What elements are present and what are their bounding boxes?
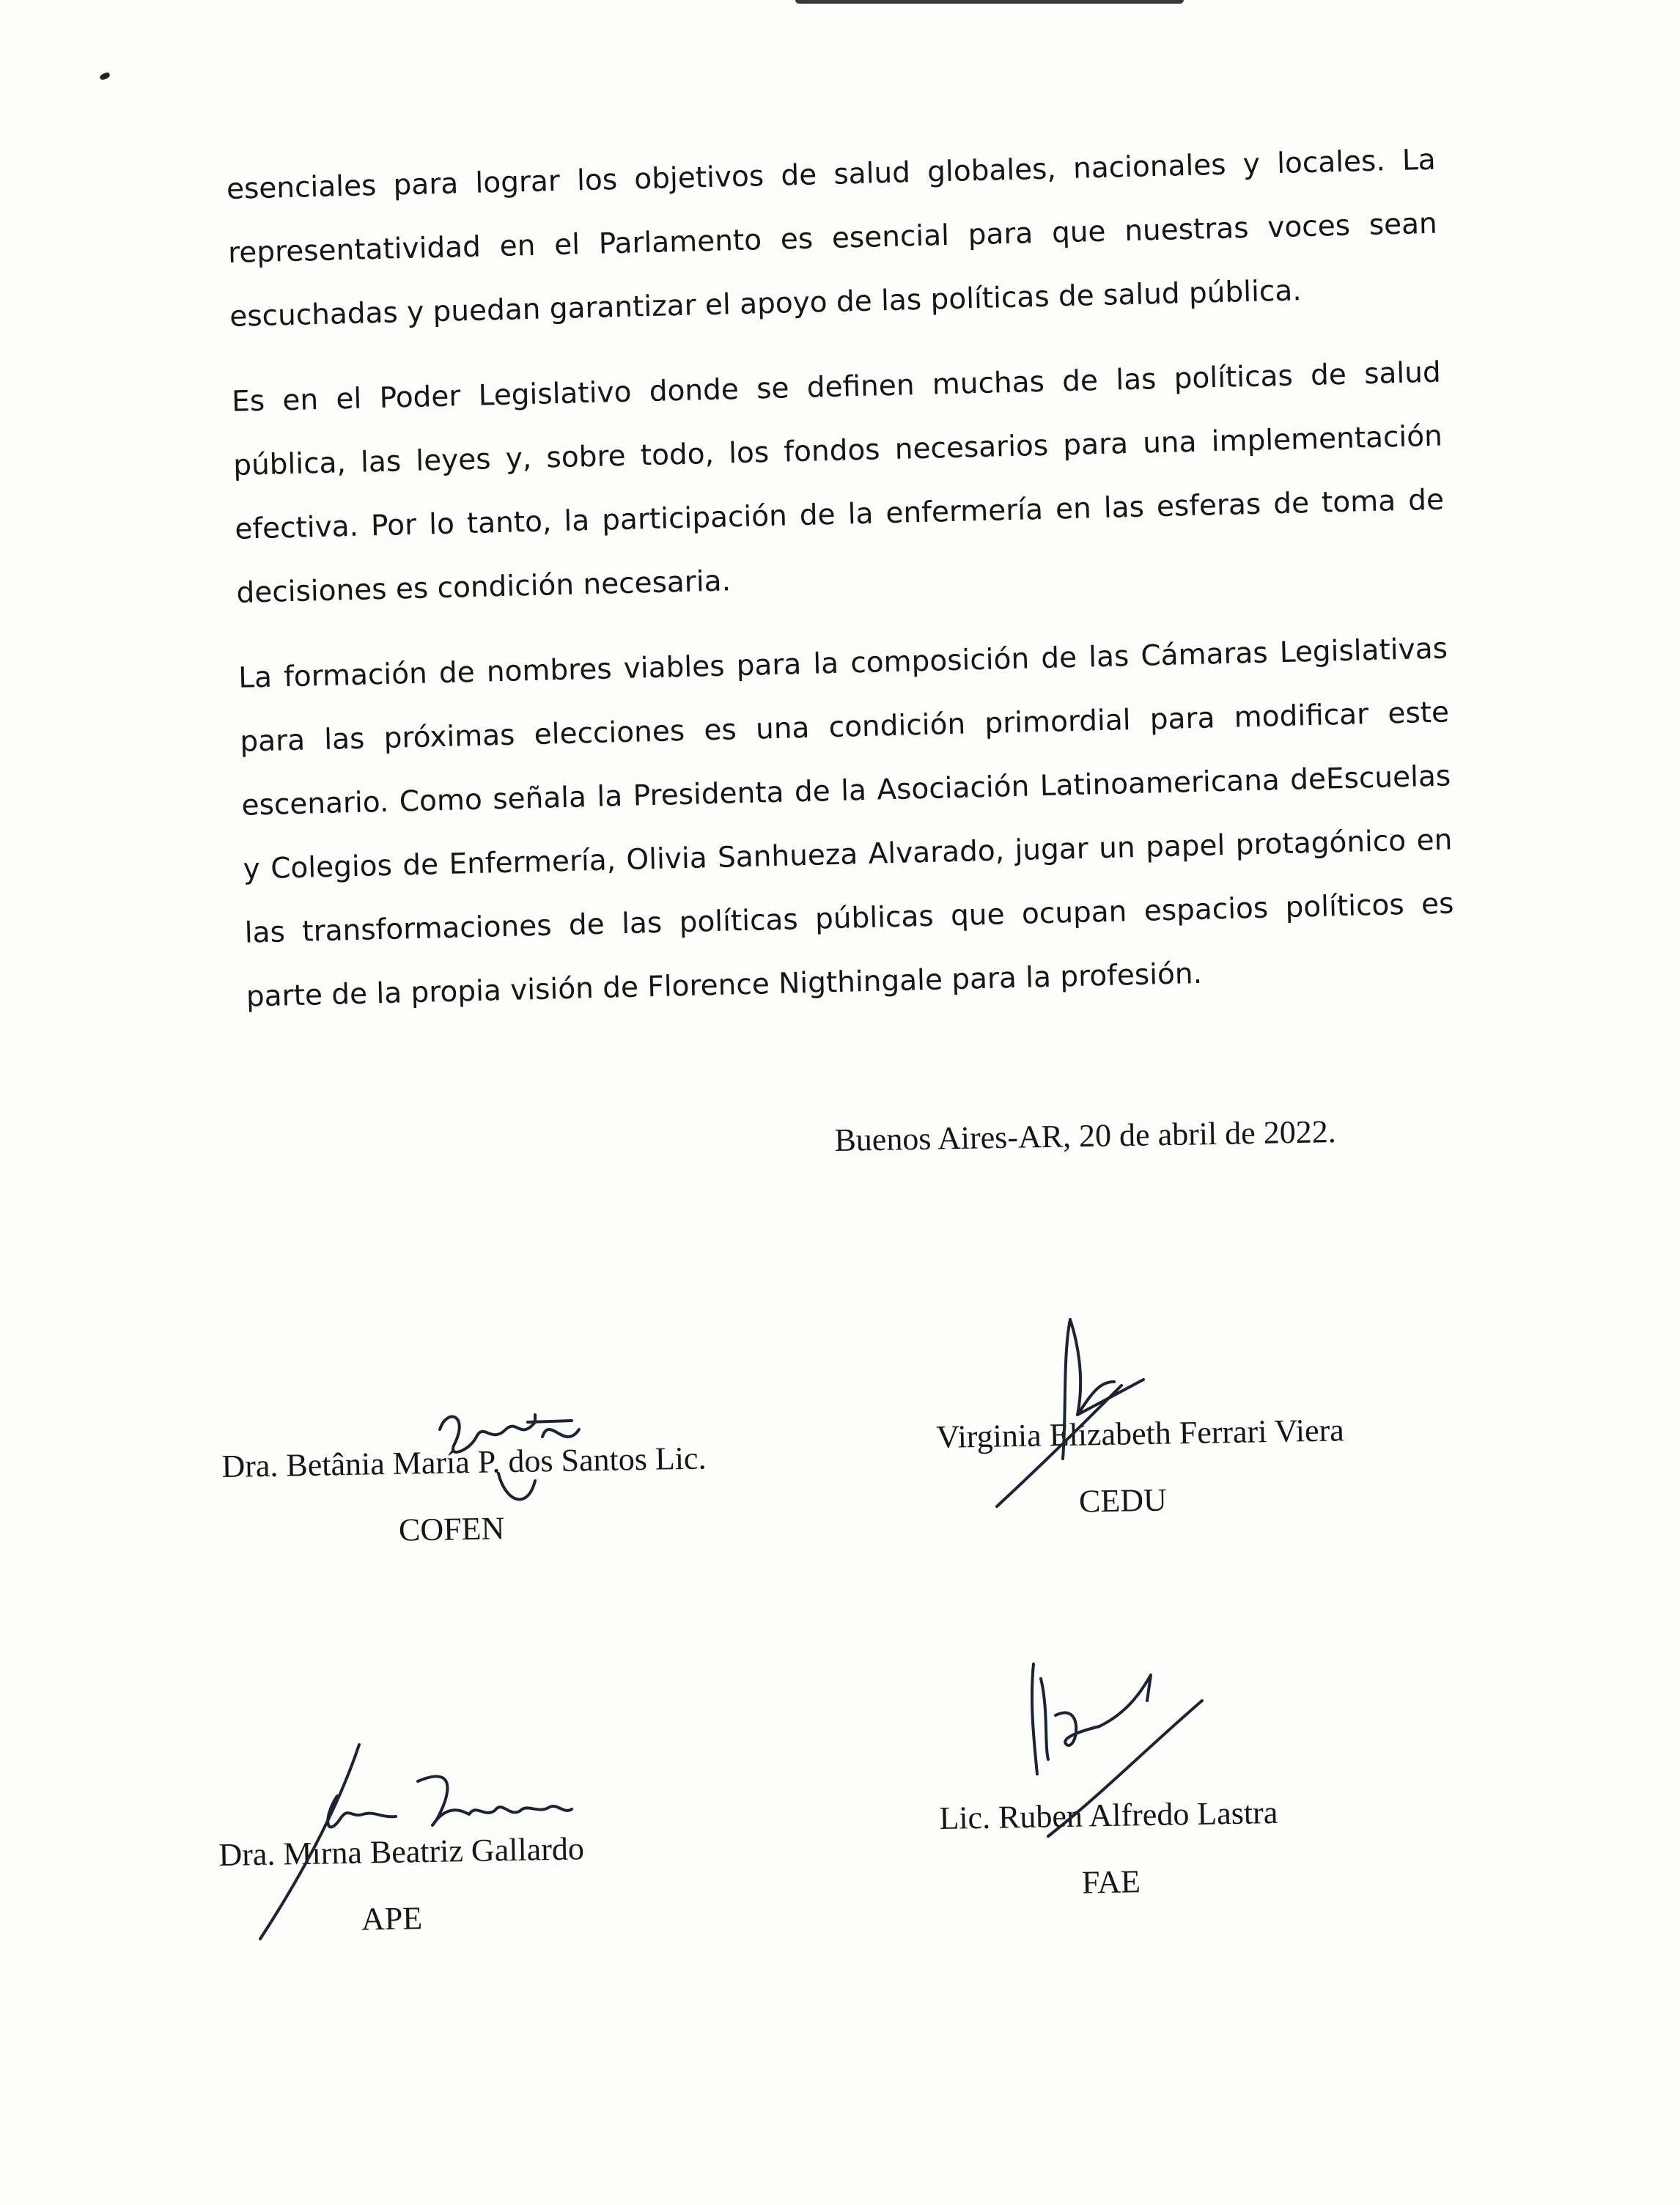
signature-cedu: [990, 1312, 1195, 1510]
signatory-name: Lic. Ruben Alfredo Lastra: [939, 1794, 1278, 1836]
paragraph: esenciales para lograr los objetivos de salud globales, nacionales y locales. La representatividad en el Parlamento es esencial para que nuestras voces sean escuchadas y puedan garantizar el apoyo de las políticas de salud pública.: [226, 143, 1438, 334]
signature-cofen: [425, 1400, 601, 1517]
paragraph: Es en el Poder Legislativo donde se definen muchas de las políticas de salud pública, las leyes y, sobre todo, los fondos necesarios para una implementación efectiva. Por lo tanto, la participación de la enfermería en las esferas de toma de decisiones es condición necesaria.: [231, 356, 1445, 610]
signature-ape: [249, 1730, 630, 1943]
signatory-name: Dra. Betânia María P. dos Santos Lic.: [221, 1440, 707, 1484]
letter-body: [226, 128, 1456, 1050]
scan-speck: [99, 72, 111, 81]
signatory-name: Virginia Elizabeth Ferrari Viera: [936, 1412, 1345, 1455]
signatory-organization: FAE: [1081, 1863, 1141, 1901]
paragraph: La formación de nombres viables para la composición de las Cámaras Legislativas para las próximas elecciones es una condición primordial para modificar este escenario. Como señala la Presidenta de la Asociación Latinoamericana deEscuelas y Colegios de Enfermería, Olivia Sanhueza Alvarado, jugar un papel protagónico en las transformaciones de las políticas públicas que ocupan espacios políticos es parte de la propia visión de Florence Nigthingale para la profesión.: [237, 632, 1454, 1014]
signatory-name: Dra. Mirna Beatriz Gallardo: [218, 1830, 585, 1873]
signature-fae: [1004, 1657, 1224, 1840]
signatory-organization: CEDU: [1078, 1481, 1168, 1520]
scan-edge-mark: [795, 0, 1184, 4]
signatory-organization: APE: [361, 1900, 423, 1937]
place-and-date: Buenos Aires-AR, 20 de abril de 2022.: [834, 1113, 1337, 1158]
signatory-organization: COFEN: [398, 1510, 505, 1548]
